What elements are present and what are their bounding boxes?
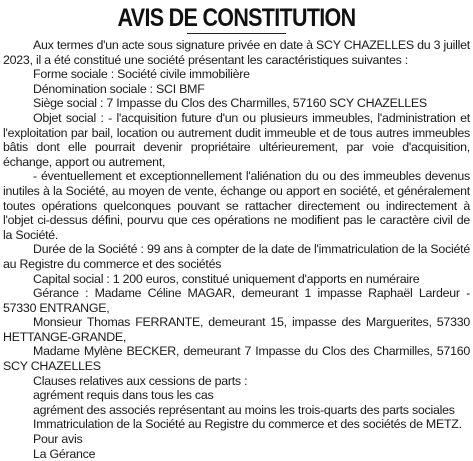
corporate-purpose-paragraph: Objet social : - l'acquisition future d'un ou plusieurs immeubles, l'administration et l'exploitation par bail, location ou autrement dudit immeuble et de tous autres immeubles bâtis dont elle pourrait devenir propriétaire ultérieurement, par voie d'acquisition, échange, apport ou autrement,	[3, 110, 470, 169]
registration-line: Immatriculation de la Société au Registre du commerce et des sociétés de METZ.	[33, 417, 462, 432]
share-transfer-clause-2: agrément des associés représentant au moins les trois-quarts des parts sociales	[33, 402, 455, 417]
intro-paragraph: Aux termes d'un acte sous signature privée en date à SCY CHAZELLES du 3 juillet 2023, il a été constitué une société présentant les caractéristiques suivantes :	[3, 38, 470, 67]
company-name-line: Dénomination sociale : SCI BMF	[33, 81, 205, 96]
management-line-1: Gérance : Madame Céline MAGAR, demeurant 1 impasse Raphaël Lardeur - 57330 ENTRANGE,	[3, 286, 470, 315]
management-line-3: Madame Mylène BECKER, demeurant 7 Impasse du Clos des Charmilles, 57160 SCY CHAZELLES	[3, 344, 470, 374]
share-transfer-clause-1: agrément requis dans tous les cas	[33, 388, 214, 403]
duration-paragraph: Durée de la Société : 99 ans à compter de la date de l'immatriculation de la Société au Registre du commerce et des sociétés	[3, 242, 470, 271]
legal-form-line: Forme sociale : Société civile immobilière	[33, 67, 250, 82]
title-underline	[187, 33, 286, 34]
share-capital-line: Capital social : 1 200 euros, constitué uniquement d'apports en numéraire	[33, 271, 420, 286]
corporate-purpose-continuation: - éventuellement et exceptionnellement l'aliénation du ou des immeubles devenus inutiles à la Société, au moyen de vente, échange ou apport en société, et généralement toutes opérations quelconques pouvant se rattacher directement ou indirectement à l'objet ci-dessus défini, pourvu que ces opérations ne modifient pas le caractère civil de la Société.	[3, 169, 470, 242]
signature-line: La Gérance	[33, 446, 96, 461]
registered-office-line: Siège social : 7 Impasse du Clos des Charmilles, 57160 SCY CHAZELLES	[33, 96, 427, 111]
share-transfer-clauses-heading: Clauses relatives aux cessions de parts :	[33, 373, 248, 388]
management-line-2: Monsieur Thomas FERRANTE, demeurant 15, impasse des Marguerites, 57330 HETTANGE-GRANDE,	[3, 315, 470, 344]
notice-title: AVIS DE CONSTITUTION	[117, 4, 356, 32]
closing-line: Pour avis	[33, 432, 83, 447]
notice-body	[3, 38, 470, 461]
